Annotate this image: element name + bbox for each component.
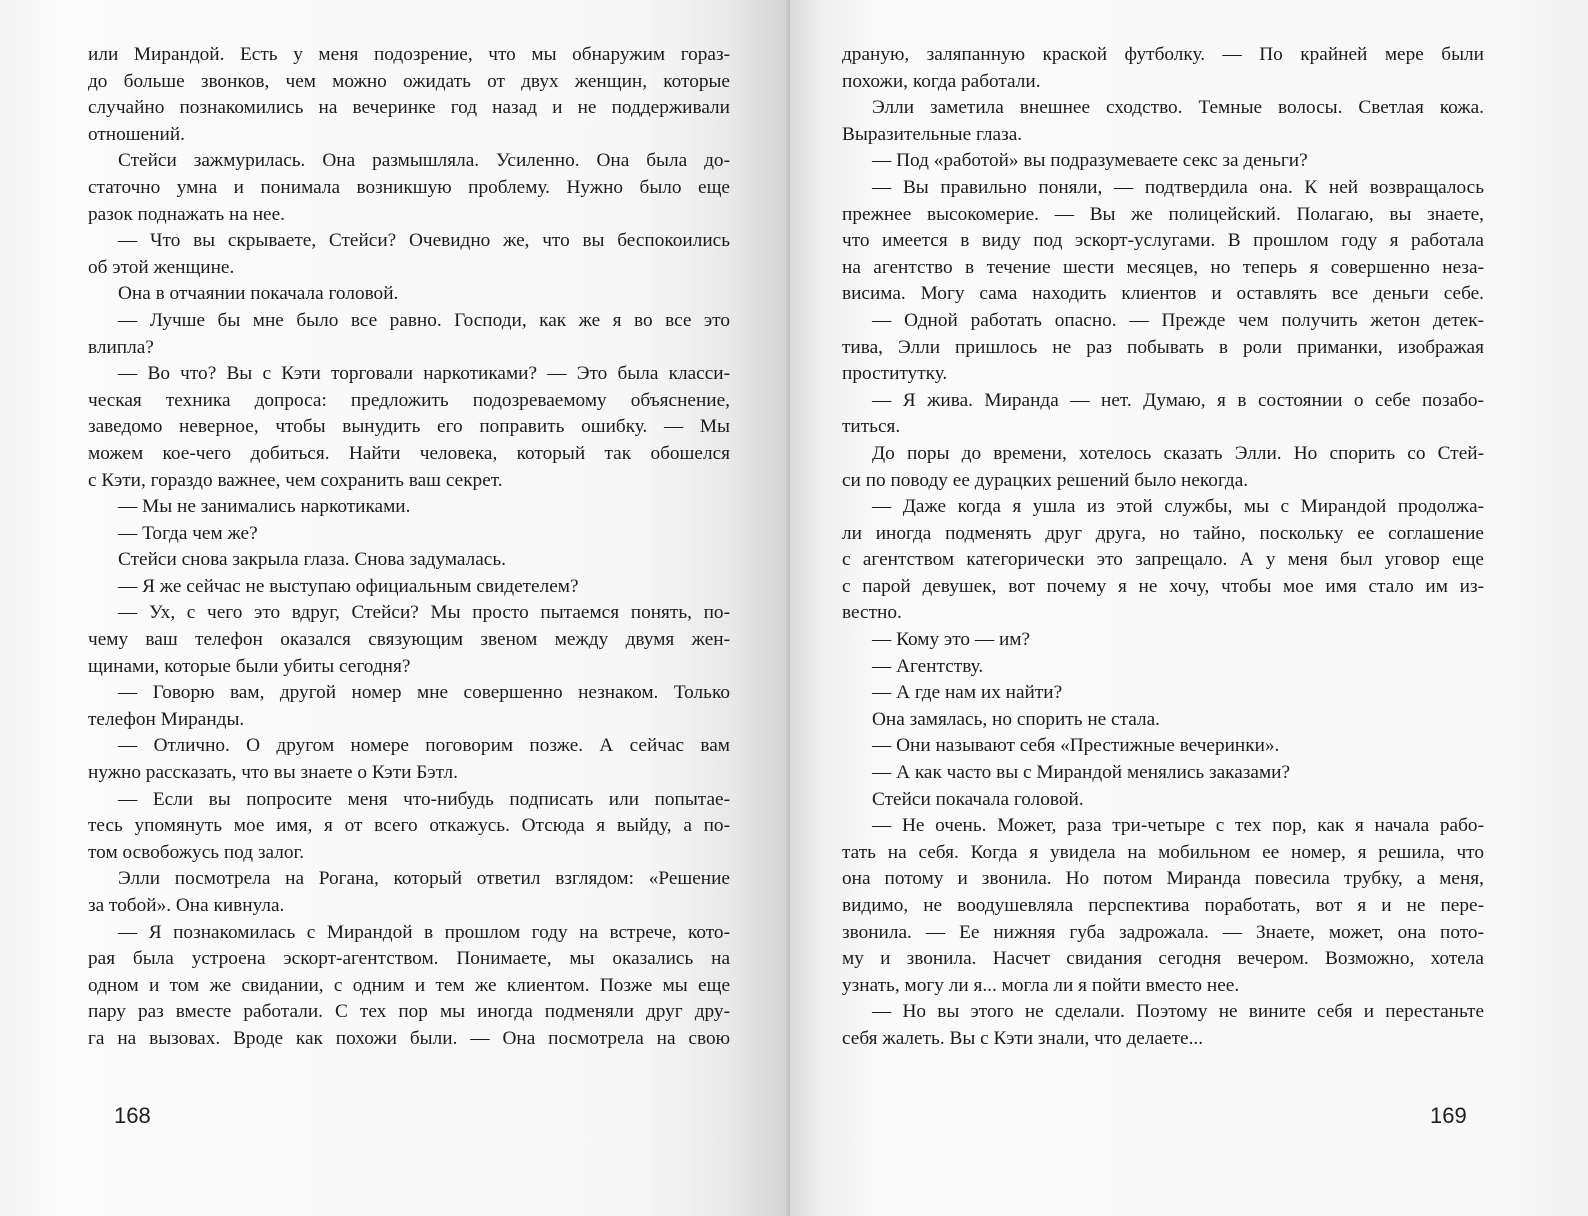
text-line: рая была устроена эскорт-агентством. Понимаете, мы оказались на xyxy=(88,948,730,970)
text-line: висима. Могу сама находить клиентов и оставлять все деньги себе. xyxy=(842,283,1484,305)
text-line: Стейси снова закрыла глаза. Снова задумалась. xyxy=(118,549,506,571)
text-line: — Но вы этого не сделали. Поэтому не вините себя и перестаньте xyxy=(872,1001,1484,1023)
text-line: случайно познакомились на вечеринке год назад и не поддерживали xyxy=(88,97,730,119)
text-line: нужно рассказать, что вы знаете о Кэти Бэтл. xyxy=(88,762,458,784)
text-line: — Говорю вам, другой номер мне совершенно незнаком. Только xyxy=(118,682,730,704)
text-line: с парой девушек, вот почему я не хочу, чтобы мое имя стало им из- xyxy=(842,575,1484,597)
text-line: том освобожусь под залог. xyxy=(88,841,305,863)
text-line: — Тогда чем же? xyxy=(118,522,258,544)
text-line: титься. xyxy=(842,416,901,438)
text-line: до больше звонков, чем можно ожидать от двух женщин, которые xyxy=(88,70,730,92)
text-line: она потому и звонила. Но потом Миранда повесила трубку, а меня, xyxy=(842,868,1484,890)
text-line: ли иногда подменять друг друга, но тайно, поскольку ее соглашение xyxy=(842,522,1484,544)
text-line: — Во что? Вы с Кэти торговали наркотиками? — Это была класси- xyxy=(118,363,730,385)
text-line: Она замялась, но спорить не стала. xyxy=(872,708,1160,730)
text-line: звонила. — Ее нижняя губа задрожала. — Знаете, может, она пото- xyxy=(842,921,1484,943)
text-line: с Кэти, гораздо важнее, чем сохранить ваш секрет. xyxy=(88,469,503,491)
text-line: статочно умна и понимала возникшую проблему. Нужно было еще xyxy=(88,176,730,198)
text-line: — А где нам их найти? xyxy=(872,682,1063,704)
text-line: видимо, не воодушевляла перспектива поработать, вот я и не пере- xyxy=(842,895,1484,916)
left-page-text xyxy=(88,42,730,1053)
text-line: — Одной работать опасно. — Прежде чем получить жетон детек- xyxy=(872,309,1484,331)
text-line: проститутку. xyxy=(842,363,948,385)
text-line: вестно. xyxy=(842,602,902,624)
text-line: — Мы не занимались наркотиками. xyxy=(118,496,411,518)
text-line: Стейси покачала головой. xyxy=(872,788,1084,810)
text-line: себя жалеть. Вы с Кэти знали, что делаете... xyxy=(842,1027,1204,1049)
text-line: — Они называют себя «Престижные вечеринки». xyxy=(872,735,1280,757)
text-line: тать на себя. Когда я увидела на мобильном ее номер, я решила, что xyxy=(842,841,1484,863)
text-line: тесь упомянуть мое имя, я от всего откажусь. Отсюда я выйду, а по- xyxy=(88,815,730,837)
text-line: — Я же сейчас не выступаю официальным свидетелем? xyxy=(118,575,579,597)
text-line: отношений. xyxy=(88,123,185,145)
text-line: что имеется в виду под эскорт-услугами. В прошлом году я работала xyxy=(842,230,1484,252)
text-line: влипла? xyxy=(88,336,154,358)
text-line: Элли посмотрела на Рогана, который ответил взглядом: «Решение xyxy=(118,868,730,890)
text-line: му и звонила. Насчет свидания сегодня вечером. Возможно, хотела xyxy=(842,948,1484,970)
text-line: До поры до времени, хотелось сказать Элли. Но спорить со Стей- xyxy=(872,442,1484,464)
text-line: — Ух, с чего это вдруг, Стейси? Мы просто пытаемся понять, по- xyxy=(118,602,730,624)
text-line: за тобой». Она кивнула. xyxy=(88,895,285,916)
text-line: заведомо неверное, чтобы вынудить его поправить ошибку. — Мы xyxy=(88,416,730,438)
text-line: — Отлично. О другом номере поговорим позже. А сейчас вам xyxy=(118,735,730,757)
text-line: на агентство в течение шести месяцев, но теперь я совершенно неза- xyxy=(842,256,1484,278)
text-line: — Агентству. xyxy=(872,655,984,677)
text-line: пару раз вместе работали. С тех пор мы иногда подменяли друг дру- xyxy=(88,1001,730,1023)
text-line: щинами, которые были убиты сегодня? xyxy=(88,655,411,677)
text-line: похожи, когда работали. xyxy=(842,70,1041,92)
text-line: — А как часто вы с Мирандой менялись заказами? xyxy=(872,762,1291,784)
text-line: драную, заляпанную краской футболку. — По крайней мере были xyxy=(842,44,1484,65)
text-line: — Кому это — им? xyxy=(872,629,1031,651)
text-line: си по поводу ее дурацких решений было некогда. xyxy=(842,469,1249,491)
text-line: — Лучше бы мне было все равно. Господи, как же я во все это xyxy=(118,309,730,331)
text-line: Выразительные глаза. xyxy=(842,123,1023,145)
left-page xyxy=(0,0,790,1216)
text-line: одном и том же свидании, с одним и тем же клиентом. Позже мы еще xyxy=(88,974,730,996)
text-line: телефон Миранды. xyxy=(88,708,245,730)
text-line: га на вызовах. Вроде как похожи были. — Она посмотрела на свою xyxy=(88,1027,730,1049)
text-line: можем кое-чего добиться. Найти человека, который так обошелся xyxy=(88,442,730,464)
text-line: — Вы правильно поняли, — подтвердила она. К ней возвращалось xyxy=(872,176,1484,198)
text-line: — Не очень. Может, раза три-четыре с тех пор, как я начала рабо- xyxy=(872,815,1484,837)
text-line: узнать, могу ли я... могла ли я пойти вместо нее. xyxy=(842,974,1240,996)
text-line: с агентством категорически это запрещало. А у меня был уговор еще xyxy=(842,549,1484,571)
right-page-text xyxy=(842,42,1484,1053)
page-number-right: 169 xyxy=(1430,1103,1467,1128)
text-line: — Под «работой» вы подразумеваете секс за деньги? xyxy=(872,150,1308,172)
text-line: — Я жива. Миранда — нет. Думаю, я в состоянии о себе позабо- xyxy=(872,389,1484,411)
text-line: Элли заметила внешнее сходство. Темные волосы. Светлая кожа. xyxy=(872,97,1484,119)
text-line: чему ваш телефон оказался связующим звеном между двумя жен- xyxy=(88,629,730,651)
page-number-left: 168 xyxy=(114,1103,151,1128)
text-line: тива, Элли пришлось не раз побывать в роли приманки, изображая xyxy=(842,336,1484,358)
text-line: — Даже когда я ушла из этой службы, мы с Мирандой продолжа- xyxy=(872,496,1484,518)
text-line: прежнее высокомерие. — Вы же полицейский. Полагаю, вы знаете, xyxy=(842,203,1484,225)
text-line: об этой женщине. xyxy=(88,256,235,278)
text-line: — Что вы скрываете, Стейси? Очевидно же, что вы беспокоились xyxy=(118,230,730,252)
right-page xyxy=(790,0,1588,1216)
text-line: разок поднажать на нее. xyxy=(88,203,285,225)
text-line: Она в отчаянии покачала головой. xyxy=(118,283,399,305)
text-line: — Я познакомилась с Мирандой в прошлом году на встрече, кото- xyxy=(118,921,730,943)
text-line: Стейси зажмурилась. Она размышляла. Усиленно. Она была до- xyxy=(118,150,730,172)
text-line: — Если вы попросите меня что-нибудь подписать или попытае- xyxy=(118,788,730,810)
text-line: или Мирандой. Есть у меня подозрение, что мы обнаружим гораз- xyxy=(88,44,730,65)
text-line: ческая техника допроса: предложить подозреваемому объяснение, xyxy=(88,389,730,411)
